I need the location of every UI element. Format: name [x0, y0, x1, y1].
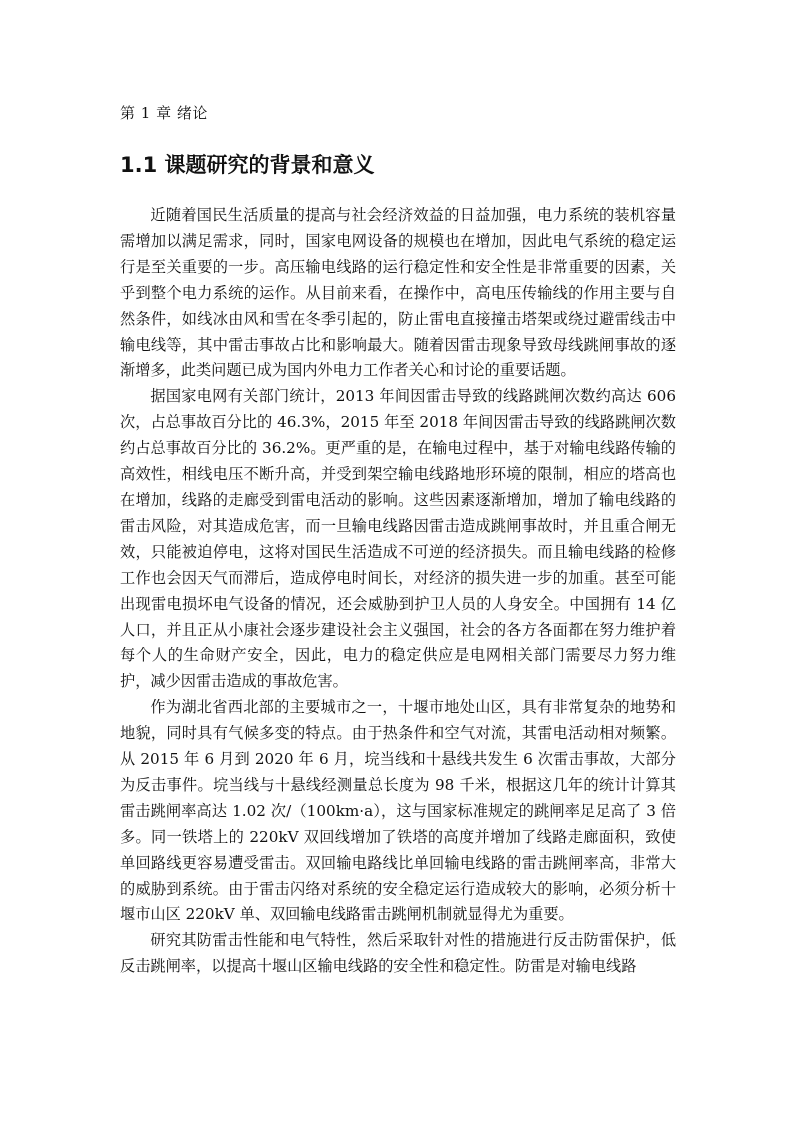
section-title: 1.1 课题研究的背景和意义	[120, 153, 375, 177]
paragraph: 研究其防雷击性能和电气特性，然后采取针对性的措施进行反击防雷保护，低反击跳闸率，以提高十堰山区输电线路的安全性和稳定性。防雷是对输电线路	[120, 931, 676, 976]
body-text	[120, 203, 676, 980]
paragraph: 作为湖北省西北部的主要城市之一，十堰市地处山区，具有非常复杂的地势和地貌，同时具有气候多变的特点。由于热条件和空气对流，其雷电活动相对频繁。从 2015 年 6 月到 2020 年 6 月，垸当线和十悬线共发生 6 次雷击事故，大部分为反击事件。垸当线与十悬线经测量总长度为 98 千米，根据这几年的统计计算其雷击跳闸率高达 1.02 次/（100km·a），这与国家标准规定的跳闸率足足高了 3 倍多。同一铁塔上的 220kV 双回线增加了铁塔的高度并增加了线路走廊面积，致使单回路线更容易遭受雷击。双回输电路线比单回输电线路的雷击跳闸率高，非常大的威胁到系统。由于雷击闪络对系统的安全稳定运行造成较大的影响，必须分析十堰市山区 220kV 单、双回输电线路雷击跳闸机制就显得尤为重要。	[120, 698, 676, 924]
paragraph: 近随着国民生活质量的提高与社会经济效益的日益加强，电力系统的装机容量需增加以满足需求，同时，国家电网设备的规模也在增加，因此电气系统的稳定运行是至关重要的一步。高压输电线路的运行稳定性和安全性是非常重要的因素，关乎到整个电力系统的运作。从目前来看，在操作中，高电压传输线的作用主要与自然条件，如线冰由风和雪在冬季引起的，防止雷电直接撞击塔架或绕过避雷线击中输电线等，其中雷击事故占比和影响最大。随着因雷击现象导致母线跳闸事故的逐渐增多，此类问题已成为国内外电力工作者关心和讨论的重要话题。	[120, 206, 676, 380]
chapter-header: 第 1 章 绪论	[120, 104, 208, 122]
paragraph: 据国家电网有关部门统计，2013 年间因雷击导致的线路跳闸次数约高达 606 次，占总事故百分比的 46.3%，2015 年至 2018 年间因雷击导致的线路跳闸次数约占总事故百分比的 36.2%。更严重的是，在输电过程中，基于对输电线路传输的高效性，相线电压不断升高，并受到架空输电线路地形环境的限制，相应的塔高也在增加，线路的走廊受到雷电活动的影响。这些因素逐渐增加，增加了输电线路的雷击风险，对其造成危害，而一旦输电线路因雷击造成跳闸事故时，并且重合闸无效，只能被迫停电，这将对国民生活造成不可逆的经济损失。而且输电线路的检修工作也会因天气而滞后，造成停电时间长，对经济的损失进一步的加重。甚至可能出现雷电损坏电气设备的情况，还会威胁到护卫人员的人身安全。中国拥有 14 亿人口，并且正从小康社会逐步建设社会主义强国，社会的各方各面都在努力维护着每个人的生命财产安全，因此，电力的稳定供应是电网相关部门需要尽力努力维护，减少因雷击造成的事故危害。	[120, 387, 676, 691]
